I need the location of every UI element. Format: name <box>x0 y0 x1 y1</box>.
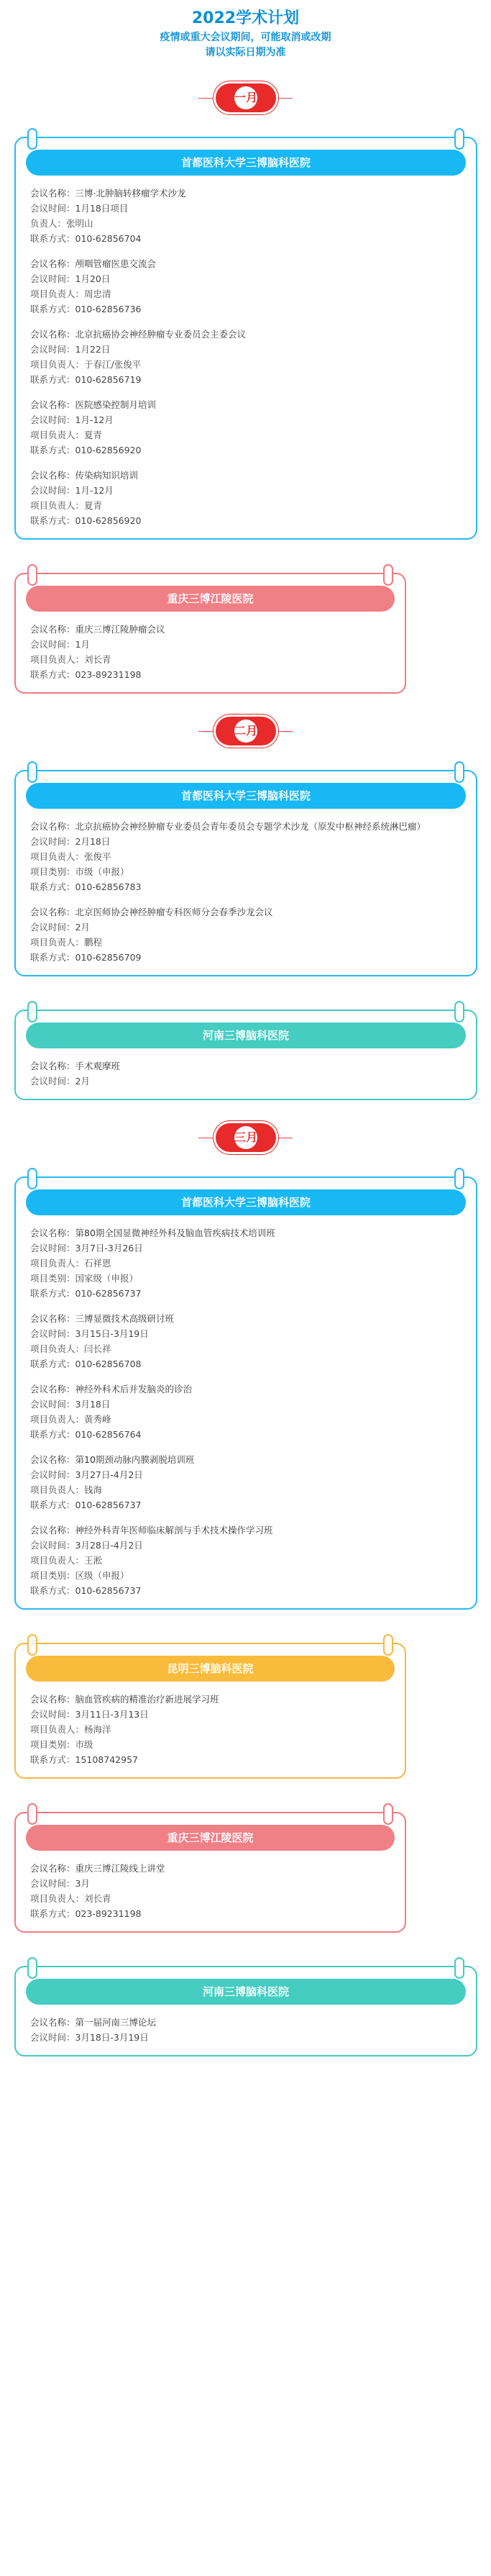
card-spacer <box>0 540 491 573</box>
month-label: 三月 <box>234 1126 257 1149</box>
meeting-detail: 项目负责人：张俊平 <box>30 851 111 862</box>
hospital-name: 首都医科大学三博脑科医院 <box>26 150 466 176</box>
notice-line-2: 请以实际日期为准 <box>205 47 286 58</box>
meeting-detail: 会议时间：2月 <box>30 1076 90 1087</box>
binder-ring-decoration <box>454 761 464 783</box>
meeting-name: 会议名称：第10期颈动脉内膜剥脱培训班 <box>30 1454 195 1465</box>
month-list <box>0 81 491 2056</box>
meeting-entry <box>16 1225 476 1301</box>
meeting-name: 会议名称：第一届河南三博论坛 <box>30 2017 157 2028</box>
binder-ring-decoration <box>27 1168 37 1189</box>
meeting-detail: 项目负责人：石祥恩 <box>30 1258 111 1269</box>
meeting-name: 会议名称：重庆三博江陵线上讲堂 <box>30 1863 165 1874</box>
meeting-detail: 会议时间：3月27日-4月2日 <box>30 1469 143 1480</box>
meeting-detail: 联系方式：023-89231198 <box>30 1908 142 1919</box>
meeting-entry <box>16 1692 405 1767</box>
meeting-name: 会议名称：第80期全国显微神经外科及脑血管疾病技术培训班 <box>30 1228 275 1238</box>
meeting-detail: 联系方式：010-62856708 <box>30 1359 142 1369</box>
card-spacer <box>0 1610 491 1643</box>
notice-line-1: 疫情或重大会议期间，可能取消或改期 <box>160 32 331 43</box>
meeting-detail: 会议时间：1月20日 <box>30 273 111 284</box>
meeting-detail: 负责人：张明山 <box>30 218 93 229</box>
meeting-detail: 项目负责人：钱海 <box>30 1484 103 1495</box>
month-divider <box>0 81 491 117</box>
month-badge <box>216 1123 276 1152</box>
page-title: 2022学术计划 <box>191 9 300 27</box>
meeting-name: 会议名称：重庆三博江陵肿瘤会议 <box>30 624 165 635</box>
meeting-detail: 项目类别：市级（申报） <box>30 866 129 877</box>
month-badge <box>216 717 276 745</box>
page-header <box>0 0 491 60</box>
meeting-detail: 项目负责人：夏青 <box>30 430 103 440</box>
hospital-name: 昆明三博脑科医院 <box>26 1656 395 1682</box>
meeting-name: 会议名称：北京医师协会神经肿瘤专科医师分会春季沙龙会议 <box>30 907 273 917</box>
meeting-entry <box>16 819 476 894</box>
meeting-entry <box>16 327 476 387</box>
meeting-detail: 项目类别：国家级（申报） <box>30 1273 139 1284</box>
hospital-name: 重庆三博江陵医院 <box>26 1825 395 1851</box>
month-label: 一月 <box>234 86 257 109</box>
month-label: 二月 <box>234 720 257 743</box>
meeting-detail: 会议时间：1月-12月 <box>30 414 114 425</box>
binder-ring-decoration <box>383 564 393 586</box>
meeting-detail: 联系方式：010-62856704 <box>30 233 142 244</box>
meeting-detail: 联系方式：010-62856920 <box>30 515 142 526</box>
meeting-detail: 项目负责人：周忠清 <box>30 289 111 299</box>
meeting-name: 会议名称：传染病知识培训 <box>30 470 139 481</box>
hospital-name: 河南三博脑科医院 <box>26 1979 466 2005</box>
meeting-entry <box>16 1861 405 1921</box>
meeting-detail: 联系方式：15108742957 <box>30 1754 138 1765</box>
meeting-detail: 项目负责人：杨海洋 <box>30 1724 111 1735</box>
hospital-card <box>14 1966 477 2056</box>
meeting-name: 会议名称：三博·北肿脑转移瘤学术沙龙 <box>30 188 186 199</box>
binder-ring-decoration <box>454 1957 464 1979</box>
hospital-name: 河南三博脑科医院 <box>26 1022 466 1048</box>
meeting-entry <box>16 2015 476 2045</box>
meeting-detail: 会议时间：3月18日 <box>30 1399 111 1410</box>
meeting-name: 会议名称：三博显微技术高级研讨班 <box>30 1313 175 1324</box>
meeting-detail: 联系方式：010-62856737 <box>30 1585 142 1596</box>
meeting-detail: 会议时间：3月28日-4月2日 <box>30 1540 143 1551</box>
meeting-detail: 会议时间：3月11日-3月13日 <box>30 1709 149 1720</box>
meeting-detail: 联系方式：010-62856709 <box>30 952 142 963</box>
meeting-name: 会议名称：北京抗癌协会神经肿瘤专业委员会青年委员会专题学术沙龙（原发中枢神经系统淋巴瘤） <box>30 821 426 832</box>
binder-ring-decoration <box>27 128 37 150</box>
hospital-name: 首都医科大学三博脑科医院 <box>26 783 466 809</box>
meeting-detail: 项目类别：市级 <box>30 1739 93 1750</box>
meeting-detail: 项目负责人：刘长青 <box>30 1893 111 1904</box>
month-divider <box>0 1120 491 1156</box>
meeting-detail: 联系方式：010-62856920 <box>30 445 142 455</box>
meeting-detail: 联系方式：010-62856719 <box>30 374 142 385</box>
meeting-name: 会议名称：医院感染控制月培训 <box>30 399 157 410</box>
meeting-entry <box>16 1452 476 1513</box>
card-spacer <box>0 976 491 1010</box>
meeting-entry <box>16 622 405 682</box>
meeting-detail: 会议时间：1月22日 <box>30 344 111 355</box>
binder-ring-decoration <box>383 1803 393 1825</box>
meeting-detail: 项目负责人：夏青 <box>30 500 103 511</box>
meeting-detail: 项目负责人：于春江/张俊平 <box>30 359 142 370</box>
binder-ring-decoration <box>383 1634 393 1656</box>
meeting-entry <box>16 904 476 965</box>
meeting-detail: 项目负责人：闫长祥 <box>30 1343 111 1354</box>
meeting-entry <box>16 1311 476 1371</box>
hospital-card <box>14 770 477 976</box>
meeting-name: 会议名称：神经外科术后并发脑炎的诊治 <box>30 1384 193 1394</box>
meeting-entry <box>16 468 476 528</box>
hospital-card <box>14 1176 477 1610</box>
card-spacer <box>0 1933 491 1966</box>
meeting-detail: 联系方式：023-89231198 <box>30 669 142 680</box>
binder-ring-decoration <box>27 761 37 783</box>
meeting-name: 会议名称：颅咽管瘤医患交流会 <box>30 258 157 269</box>
meeting-name: 会议名称：神经外科青年医师临床解剖与手术技术操作学习班 <box>30 1525 273 1536</box>
meeting-detail: 项目负责人：鹏程 <box>30 937 103 948</box>
meeting-detail: 项目负责人：王淞 <box>30 1555 103 1566</box>
hospital-card <box>14 1643 406 1779</box>
binder-ring-decoration <box>454 1001 464 1022</box>
meeting-detail: 联系方式：010-62856736 <box>30 304 142 314</box>
hospital-card <box>14 137 477 540</box>
card-spacer <box>0 1779 491 1812</box>
meeting-detail: 会议时间：2月 <box>30 922 90 933</box>
binder-ring-decoration <box>27 564 37 586</box>
hospital-card <box>14 1010 477 1100</box>
meeting-entry <box>16 1382 476 1442</box>
meeting-detail: 联系方式：010-62856764 <box>30 1429 142 1440</box>
binder-ring-decoration <box>27 1803 37 1825</box>
meeting-detail: 联系方式：010-62856737 <box>30 1288 142 1299</box>
month-badge <box>216 83 276 112</box>
meeting-entry <box>16 1058 476 1089</box>
meeting-detail: 会议时间：3月 <box>30 1878 90 1889</box>
meeting-detail: 会议时间：2月18日 <box>30 836 111 847</box>
meeting-entry <box>16 1523 476 1598</box>
hospital-name: 重庆三博江陵医院 <box>26 586 395 612</box>
meeting-name: 会议名称：脑血管疾病的精准治疗新进展学习班 <box>30 1694 219 1705</box>
meeting-detail: 会议时间：3月18日-3月19日 <box>30 2032 149 2043</box>
meeting-entry <box>16 256 476 317</box>
meeting-name: 会议名称：手术观摩班 <box>30 1061 121 1071</box>
binder-ring-decoration <box>27 1001 37 1022</box>
meeting-entry <box>16 186 476 246</box>
meeting-detail: 联系方式：010-62856783 <box>30 881 142 892</box>
binder-ring-decoration <box>454 1168 464 1189</box>
hospital-card <box>14 573 406 694</box>
hospital-name: 首都医科大学三博脑科医院 <box>26 1189 466 1215</box>
binder-ring-decoration <box>454 128 464 150</box>
meeting-detail: 项目类别：区级（申报） <box>30 1570 129 1581</box>
meeting-detail: 会议时间：3月7日-3月26日 <box>30 1243 143 1253</box>
meeting-detail: 项目负责人：刘长青 <box>30 654 111 665</box>
month-divider <box>0 714 491 750</box>
meeting-detail: 会议时间：1月-12月 <box>30 485 114 496</box>
meeting-detail: 会议时间：3月15日-3月19日 <box>30 1328 149 1339</box>
binder-ring-decoration <box>27 1957 37 1979</box>
meeting-detail: 联系方式：010-62856737 <box>30 1500 142 1510</box>
binder-ring-decoration <box>27 1634 37 1656</box>
hospital-card <box>14 1812 406 1933</box>
meeting-name: 会议名称：北京抗癌协会神经肿瘤专业委员会主委会议 <box>30 329 247 340</box>
meeting-detail: 会议时间：1月 <box>30 639 90 650</box>
meeting-detail: 项目负责人：黄秀峰 <box>30 1414 111 1425</box>
meeting-entry <box>16 397 476 458</box>
meeting-detail: 会议时间：1月18日项目 <box>30 203 129 214</box>
